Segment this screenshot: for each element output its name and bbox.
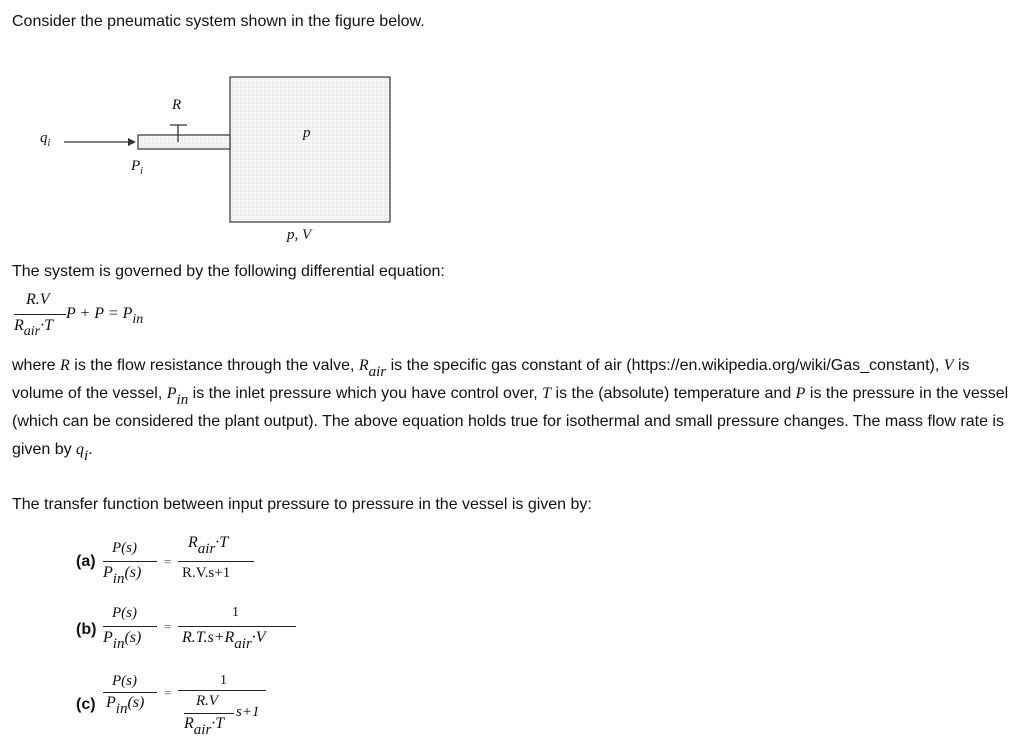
math-symbol: q (76, 441, 85, 458)
equals-sign: = (164, 554, 172, 569)
rhs-denominator: R.T.s+Rair·V (182, 629, 266, 652)
equals-sign: = (164, 685, 172, 700)
r-label: R (172, 97, 182, 113)
governed-text: The system is governed by the following differential equation: (12, 263, 445, 280)
rhs-numerator: 1 (220, 673, 227, 688)
text-run: is the (absolute) temperature and (551, 385, 796, 402)
option-label: (a) (76, 553, 96, 570)
math-symbol: R (60, 357, 70, 374)
text-run: is the specific gas constant of air (https://en.wikipedia.org/wiki/Gas_constant), (386, 357, 944, 374)
text-run: . (88, 441, 93, 458)
option-label: (b) (76, 621, 97, 638)
math-subscript: i (84, 448, 89, 464)
pneumatic-diagram (0, 70, 420, 260)
lhs-numerator: P(s) (112, 605, 137, 621)
eq-rhs: P + P = Pin (66, 305, 144, 327)
flow-arrow-head (128, 138, 136, 146)
pi-label: $P_i$ (131, 158, 143, 177)
math-symbol: P (795, 385, 806, 402)
lhs-denominator: Pin(s) (103, 564, 142, 587)
eq-denominator: Rair·T (14, 317, 54, 339)
lhs-numerator: P(s) (112, 540, 137, 556)
eq-fraction-line (14, 314, 66, 315)
math-subscript: air (368, 364, 387, 380)
text-run: is the flow resistance through the valve, (69, 357, 359, 374)
text-run: is volume of the vessel, (12, 357, 970, 402)
math-symbol: R (358, 357, 369, 374)
rhs-denominator: R.V.s+1 (182, 565, 231, 581)
math-symbol: V (943, 357, 954, 374)
tf-text: The transfer function between input pressure to pressure in the vessel is given by: (12, 496, 592, 513)
rhs-tail: s+1 (236, 704, 260, 720)
lhs-numerator: P(s) (112, 673, 137, 689)
rhs-inner-denominator: Rair·T (184, 715, 225, 738)
vessel-pv-label: p, V (287, 227, 312, 243)
math-symbol: P (166, 385, 177, 402)
rhs-numerator: 1 (232, 605, 239, 620)
intro-text: Consider the pneumatic system shown in the figure below. (12, 13, 425, 30)
vessel (230, 77, 390, 222)
rhs-inner-numerator: R.V (196, 693, 219, 709)
text-run: is the pressure in the vessel (which can be considered the plant output). The above equation holds true for isothermal and small pressure changes. The mass flow rate is given by (12, 385, 1009, 458)
q-label: $q_i$ (40, 130, 51, 149)
eq-numerator: R.V (26, 291, 50, 308)
text-run: where (12, 357, 61, 374)
rhs-numerator: Rair·T (188, 534, 229, 557)
inlet-pipe (138, 135, 230, 149)
vessel-p-label: p (303, 125, 311, 141)
math-symbol: T (542, 385, 552, 402)
equals-sign: = (164, 619, 172, 634)
math-subscript: in (176, 392, 189, 408)
option-label: (c) (76, 696, 96, 713)
text-run: is the inlet pressure which you have control over, (188, 385, 543, 402)
lhs-denominator: Pin(s) (103, 629, 142, 652)
lhs-denominator: Pin(s) (106, 694, 145, 717)
variable-definitions (12, 352, 1020, 464)
